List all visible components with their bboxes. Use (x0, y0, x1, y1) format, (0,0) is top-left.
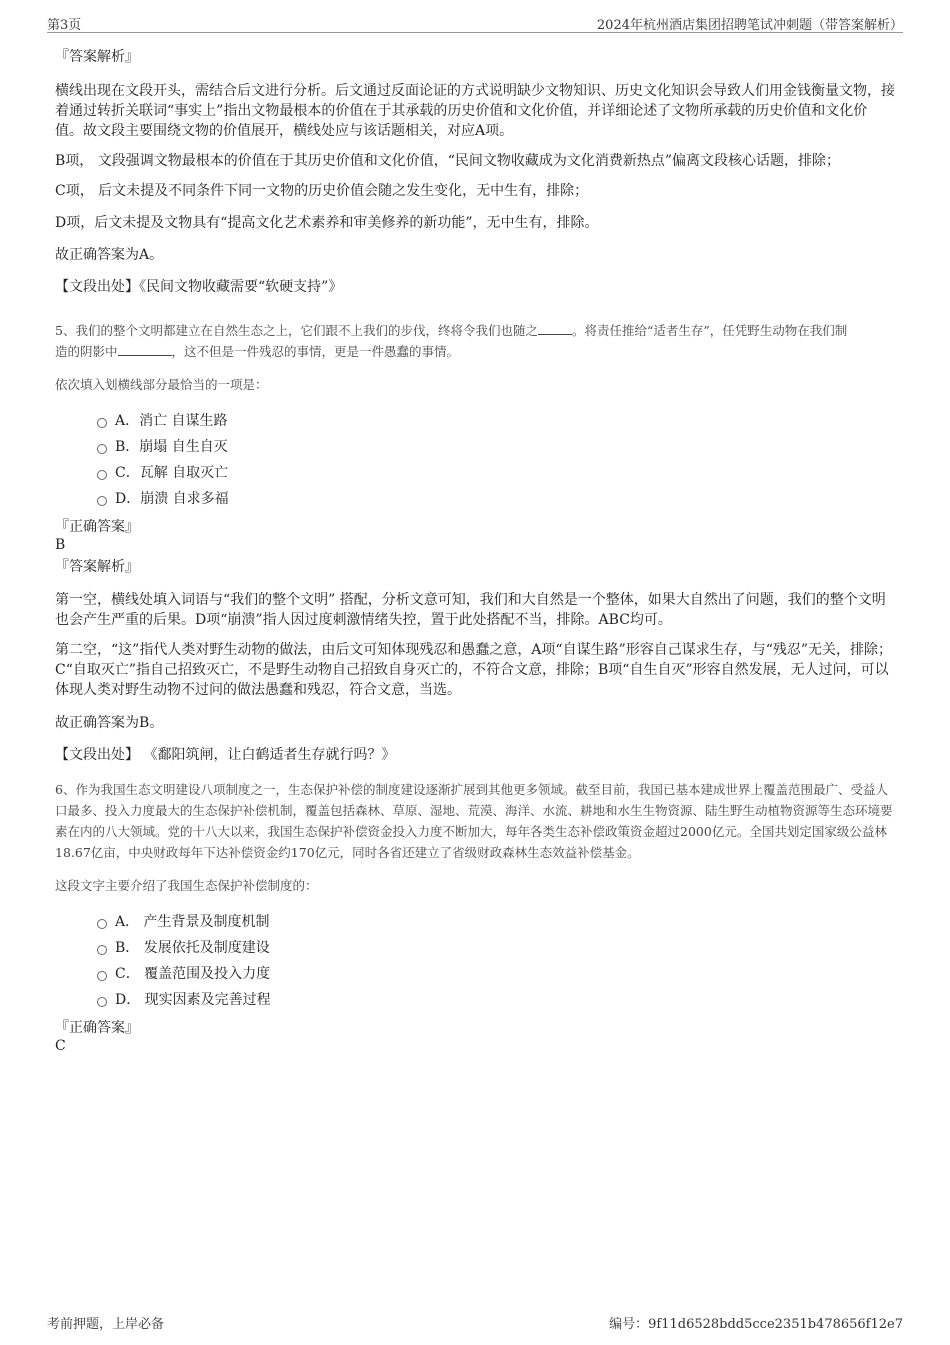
page-content (55, 44, 895, 1055)
option-a[interactable]: A．消亡 自谋生路 (55, 408, 895, 434)
blank-1 (538, 322, 572, 335)
passage-source: 【文段出处】《民间文物收藏需要“软硬支持”》 (55, 279, 343, 295)
passage-source: 【文段出处】 《鄱阳筑闸，让白鹤适者生存就行吗？》 (55, 747, 396, 763)
page-header (47, 12, 903, 33)
option-d[interactable]: D．崩溃 自求多福 (55, 486, 895, 512)
footer-slogan: 考前押题，上岸必备 (47, 1317, 165, 1332)
radio-button[interactable] (97, 444, 107, 454)
radio-button[interactable] (97, 971, 107, 981)
analysis-paragraph: 第一空，横线处填入词语与“我们的整个文明” 搭配，分析文意可知，我们和大自然是一个整体，如果大自然出了问题，我们的整个文明也会产生严重的后果。D项“崩溃”指人因过度刺激情绪失控，置于此处搭配不当，排除。ABC均可。 (55, 592, 886, 628)
question-6-options (55, 909, 895, 1013)
option-a[interactable]: A． 产生背景及制度机制 (55, 909, 895, 935)
option-b[interactable]: B． 发展依托及制度建设 (55, 935, 895, 961)
analysis-label: 『答案解析』 (55, 49, 139, 65)
option-b[interactable]: B．崩塌 自生自灭 (55, 434, 895, 460)
answer-conclusion: 故正确答案为B。 (55, 715, 164, 731)
blank-2 (118, 343, 172, 356)
radio-button[interactable] (97, 470, 107, 480)
question-6-prompt: 这段文字主要介绍了我国生态保护补偿制度的： (55, 878, 318, 893)
option-c[interactable]: C． 覆盖范围及投入力度 (55, 961, 895, 987)
analysis-paragraph: 横线出现在文段开头，需结合后文进行分析。后文通过反面论证的方式说明缺少文物知识、历史文化知识会导致人们用金钱衡量文物，接着通过转折关联词“事实上”指出文物最根本的价值在于其承载的历史价值和文化价值，并详细论述了文物所承载的历史价值和文化价值。故文段主要围绕文物的价值展开，横线处应与该话题相关，对应A项。 (55, 83, 895, 139)
radio-button[interactable] (97, 418, 107, 428)
page-number: 第3页 (47, 18, 82, 33)
radio-button[interactable] (97, 945, 107, 955)
radio-button[interactable] (97, 919, 107, 929)
analysis-paragraph: D项，后文未提及文物具有“提高文化艺术素养和审美修养的新功能”，无中生有，排除。 (55, 215, 599, 231)
question-5-text: 5、我们的整个文明都建立在自然生态之上，它们跟不上我们的步伐，终将令我们也随之 。将责任推给“适者生存”，任凭野生动物在我们制 造的阴影中 ，这不但是一件残忍的事情，更是一件愚蠢的事情。 (55, 323, 848, 359)
correct-answer: B (55, 537, 66, 553)
analysis-paragraph: B项， 文段强调文物最根本的价值在于其历史价值和文化价值，“民间文物收藏成为文化消费新热点”偏离文段核心话题，排除； (55, 153, 841, 169)
correct-answer-label: 『正确答案』 (55, 519, 139, 535)
option-d[interactable]: D． 现实因素及完善过程 (55, 987, 895, 1013)
document-id: 编号：9f11d6528bdd5cce2351b478656f12e7 (609, 1317, 903, 1332)
question-6-text: 6、作为我国生态文明建设八项制度之一，生态保护补偿的制度建设逐渐扩展到其他更多领域。截至目前，我国已基本建成世界上覆盖范围最广、受益人口最多、投入力度最大的生态保护补偿机制，覆盖包括森林、草原、湿地、荒漠、海洋、水流、耕地和水生生物资源、陆生野生动植物资源等生态环境要素在内的八大领域。党的十八大以来，我国生态保护补偿资金投入力度不断加大，每年各类生态补偿政策资金超过2000亿元。全国共划定国家级公益林18.67亿亩，中央财政每年下达补偿资金约170亿元，同时各省还建立了省级财政森林生态效益补偿基金。 (55, 782, 893, 860)
correct-answer-label: 『正确答案』 (55, 1020, 139, 1036)
question-5-prompt: 依次填入划横线部分最恰当的一项是： (55, 377, 268, 392)
analysis-paragraph: 第二空，“这”指代人类对野生动物的做法，由后文可知体现残忍和愚蠢之意，A项“自谋生路”形容自己谋求生存，与“残忍”无关，排除；C“自取灭亡”指自己招致灭亡，不是野生动物自己招致自身灭亡的，不符合文意，排除；B项“自生自灭”形容自然发展，无人过问，可以体现人类对野生动物不过问的做法愚蠢和残忍，符合文意，当选。 (55, 642, 893, 698)
document-title: 2024年杭州酒店集团招聘笔试冲刺题（带答案解析） (596, 18, 903, 33)
radio-button[interactable] (97, 997, 107, 1007)
page-footer (47, 1313, 903, 1332)
analysis-paragraph: C项， 后文未提及不同条件下同一文物的历史价值会随之发生变化，无中生有，排除； (55, 183, 589, 199)
correct-answer: C (55, 1038, 66, 1054)
radio-button[interactable] (97, 496, 107, 506)
analysis-label: 『答案解析』 (55, 559, 139, 575)
answer-conclusion: 故正确答案为A。 (55, 247, 164, 263)
option-c[interactable]: C．瓦解 自取灭亡 (55, 460, 895, 486)
question-5-options (55, 408, 895, 512)
